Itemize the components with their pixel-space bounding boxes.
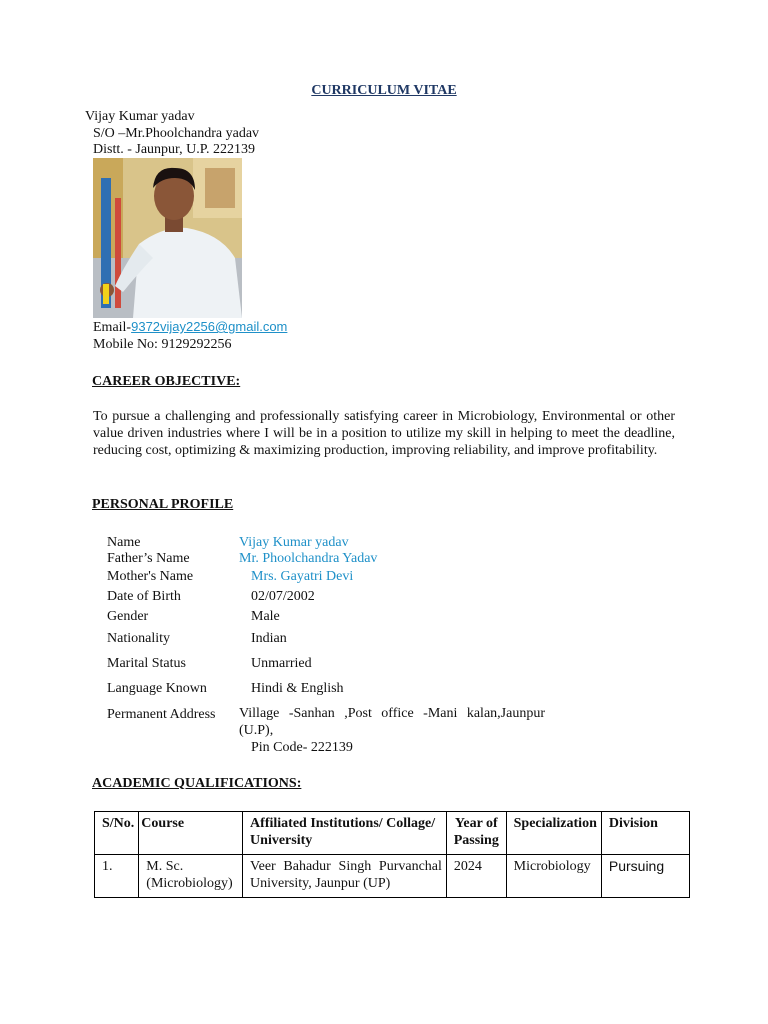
header-district: Distt. - Jaunpur, U.P. 222139 bbox=[93, 142, 255, 157]
profile-label-language: Language Known bbox=[107, 681, 207, 696]
address-line-1 bbox=[239, 705, 545, 722]
profile-label-name: Name bbox=[107, 535, 141, 550]
column-header-year: Year of Passing bbox=[446, 812, 506, 855]
cell-course: M. Sc. (Microbiology) bbox=[139, 855, 243, 898]
header-name: Vijay Kumar yadav bbox=[85, 109, 195, 124]
column-header-institution: Affiliated Institutions/ Collage/ University bbox=[243, 812, 447, 855]
profile-label-gender: Gender bbox=[107, 609, 149, 624]
mobile-text: Mobile No: 9129292256 bbox=[93, 337, 232, 352]
cell-institution: Veer Bahadur Singh Purvanchal University, Jaunpur (UP) bbox=[243, 855, 447, 898]
profile-value-gender: Male bbox=[251, 609, 280, 624]
address-word: ,Post bbox=[344, 706, 372, 721]
academic-heading: ACADEMIC QUALIFICATIONS: bbox=[92, 776, 302, 791]
profile-label-dob: Date of Birth bbox=[107, 589, 181, 604]
address-line-2: (U.P), bbox=[239, 723, 274, 738]
column-header-specialization: Specialization bbox=[506, 812, 601, 855]
career-objective-heading: CAREER OBJECTIVE: bbox=[92, 374, 241, 389]
address-word: kalan,Jaunpur bbox=[466, 706, 545, 721]
address-pin: Pin Code- 222139 bbox=[251, 740, 353, 755]
career-objective-text: To pursue a challenging and professionally satisfying career in Microbiology, Environmental or other value driven industries where I will be in a position to utilize my skill in helping to meet the deadline, reducing cost, optimizing & maximizing production, improving reliability, and improve profitability. bbox=[93, 409, 675, 458]
profile-photo bbox=[93, 158, 242, 318]
qualifications-table bbox=[94, 811, 690, 898]
cell-year: 2024 bbox=[446, 855, 506, 898]
email-label: Email- bbox=[93, 320, 132, 335]
profile-label-nationality: Nationality bbox=[107, 631, 170, 646]
profile-value-language: Hindi & English bbox=[251, 681, 344, 696]
table-row bbox=[95, 855, 690, 898]
profile-label-marital: Marital Status bbox=[107, 656, 186, 671]
address-word: -Sanhan bbox=[288, 706, 335, 721]
personal-profile-heading: PERSONAL PROFILE bbox=[92, 497, 234, 512]
profile-value-mother: Mrs. Gayatri Devi bbox=[251, 569, 354, 584]
address-word: Village bbox=[239, 706, 280, 721]
cell-sno: 1. bbox=[95, 855, 139, 898]
profile-value-nationality: Indian bbox=[251, 631, 287, 646]
cell-specialization: Microbiology bbox=[506, 855, 601, 898]
header-father: S/O –Mr.Phoolchandra yadav bbox=[93, 126, 260, 141]
profile-value-dob: 02/07/2002 bbox=[251, 589, 315, 604]
profile-label-address: Permanent Address bbox=[107, 707, 216, 722]
column-header-course: Course bbox=[139, 812, 243, 855]
address-word: -Mani bbox=[423, 706, 458, 721]
email-line bbox=[93, 318, 287, 336]
profile-label-father: Father’s Name bbox=[107, 551, 190, 566]
email-link[interactable]: 9372vijay2256@gmail.com bbox=[131, 319, 288, 334]
profile-value-name: Vijay Kumar yadav bbox=[239, 535, 349, 550]
column-header-sno: S/No. bbox=[95, 812, 139, 855]
table-header-row bbox=[95, 812, 690, 855]
profile-label-mother: Mother's Name bbox=[107, 569, 194, 584]
mobile-line bbox=[93, 336, 231, 353]
column-header-division: Division bbox=[601, 812, 689, 855]
cell-division: Pursuing bbox=[601, 855, 689, 898]
document-title: CURRICULUM VITAE bbox=[311, 83, 457, 98]
profile-value-father: Mr. Phoolchandra Yadav bbox=[239, 551, 378, 566]
permanent-address bbox=[239, 705, 545, 756]
address-word: office bbox=[381, 706, 414, 721]
profile-value-marital: Unmarried bbox=[251, 656, 312, 671]
